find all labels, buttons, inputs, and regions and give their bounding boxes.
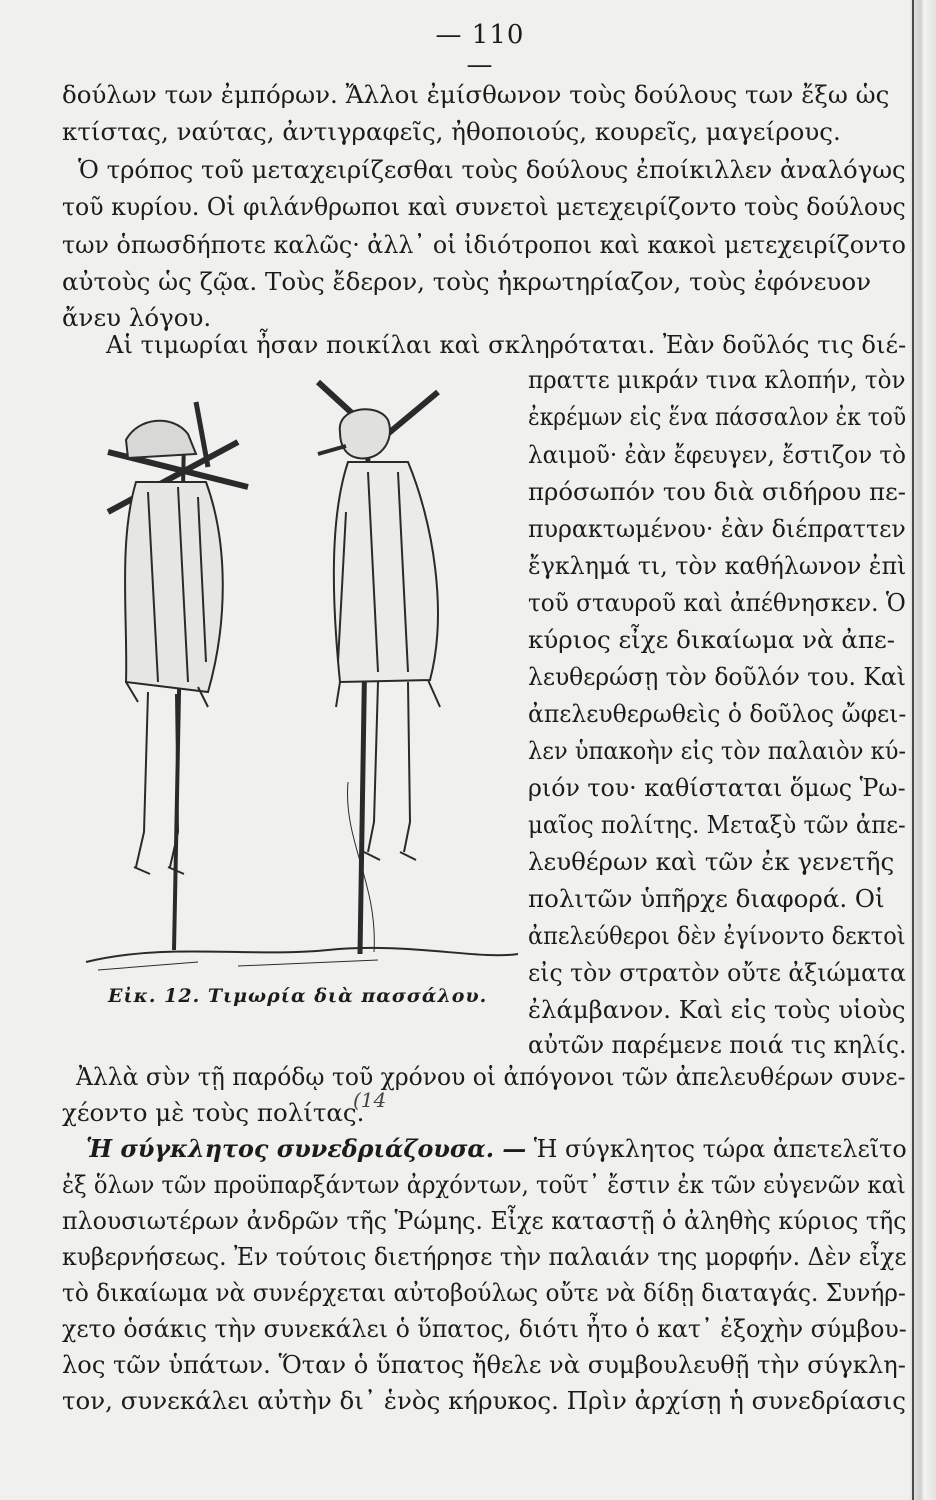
handwritten-margin-note: (14 (353, 1088, 387, 1112)
text-line: τὸ δικαίωμα νὰ συνέρχεται αὐτοβούλως οὔτε νὰ δίδῃ διαταγάς. Συνήρ- (62, 1278, 906, 1307)
text-line: εἰς τὸν στρατὸν οὔτε ἀξιώματα (528, 958, 906, 987)
text-line: πλουσιωτέρων ἀνδρῶν τῆς Ῥώμης. Εἶχε καταστῇ ὁ ἀληθὴς κύριος τῆς (62, 1206, 907, 1235)
text-line: ἄνευ λόγου. (62, 303, 212, 332)
text-line: πολιτῶν ὑπῆρχε διαφορά. Οἱ (528, 884, 885, 913)
text-line: αὐτῶν παρέμενε ποιά τις κηλίς. (528, 1030, 907, 1059)
text-line: κύριος εἶχε δικαίωμα νὰ ἀπε- (528, 625, 895, 654)
text-line: ἐλάμβανον. Καὶ εἰς τοὺς υἱοὺς (528, 995, 906, 1024)
text-line: τοῦ σταυροῦ καὶ ἀπέθνησκεν. Ὁ (528, 588, 906, 617)
text-line: δούλων των ἐμπόρων. Ἄλλοι ἐμίσθωνον τοὺς δούλους των ἔξω ὡς (62, 80, 890, 109)
text-line: λαιμοῦ· ἐὰν ἔφευγεν, ἔστιζον τὸ (528, 440, 906, 469)
text-line: ἔγκλημά τι, τὸν καθήλωνον ἐπὶ (528, 551, 907, 580)
text-line: Ὁ τρόπος τοῦ μεταχειρίζεσθαι τοὺς δούλους ἐποίκιλλεν ἀναλόγως (78, 155, 906, 184)
text-line: λευθέρων καὶ τῶν ἐκ γενετῆς (528, 847, 895, 876)
text-line: πρόσωπόν του διὰ σιδήρου πε- (528, 477, 906, 506)
text-line: χετο ὁσάκις τὴν συνεκάλει ὁ ὕπατος, διότι ἦτο ὁ κατ᾽ ἐξοχὴν σύμβου- (62, 1314, 907, 1343)
text-line: Αἱ τιμωρίαι ἦσαν ποικίλαι καὶ σκληρόταται. Ἐὰν δοῦλός τις διέ- (106, 330, 907, 359)
section-heading-line (86, 1134, 907, 1164)
text-line: τοῦ κυρίου. Οἱ φιλάνθρωποι καὶ συνετοὶ μετεχειρίζοντο τοὺς δούλους (62, 192, 906, 221)
text-line: κτίστας, ναύτας, ἀντιγραφεῖς, ἠθοποιούς, κουρεῖς, μαγείρους. (62, 117, 841, 146)
text-line: λεν ὑπακοὴν εἰς τὸν παλαιὸν κύ- (528, 736, 907, 765)
text-line: πραττε μικράν τινα κλοπήν, τὸν (528, 365, 906, 394)
text-line: ἐξ ὅλων τῶν προϋπαρξάντων ἀρχόντων, τοῦτ᾽ ἔστιν ἐκ τῶν εὐγενῶν καὶ (62, 1170, 906, 1199)
text-line: των ὁπωσδήποτε καλῶς· ἀλλ᾽ οἱ ἰδιότροποι καὶ κακοὶ μετεχειρίζοντο (62, 230, 906, 259)
text-line: ἐκρέμων εἰς ἕνα πάσσαλον ἐκ τοῦ (528, 402, 907, 431)
text-line: ἀπελεύθεροι δὲν ἐγίνοντο δεκτοὶ (528, 921, 906, 950)
figure-caption: Εἰκ. 12. Τιμωρία διὰ πασσάλου. (108, 985, 488, 1007)
text-line: χέοντο μὲ τοὺς πολίτας. (62, 1098, 365, 1127)
page-number: — 110 — (435, 20, 525, 80)
binding-line (912, 0, 914, 1500)
text-line: τον, συνεκάλει αὐτὴν δι᾽ ἑνὸς κήρυκος. Πρὶν ἀρχίσῃ ἡ συνεδρίασις (62, 1386, 906, 1415)
text-line: αὐτοὺς ὡς ζῷα. Τοὺς ἔδερον, τοὺς ἠκρωτηρίαζον, τοὺς ἐφόνευον (62, 267, 871, 296)
section-heading: Ἡ σύγκλητος συνεδριάζουσα. — (86, 1134, 527, 1163)
text-line: κυβερνήσεως. Ἐν τούτοις διετήρησε τὴν παλαιάν της μορφήν. Δὲν εἶχε (62, 1242, 907, 1271)
section-heading-continuation: Ἡ σύγκλητος τώρα ἀπετελεῖτο (533, 1134, 907, 1163)
text-line: ριόν του· καθίσταται ὅμως Ῥω- (528, 773, 906, 802)
text-line: μαῖος πολίτης. Μεταξὺ τῶν ἀπε- (528, 810, 906, 839)
text-line: λευθερώσῃ τὸν δοῦλόν του. Καὶ (528, 662, 906, 691)
impalement-illustration (78, 362, 526, 980)
text-line: Ἀλλὰ σὺν τῇ παρόδῳ τοῦ χρόνου οἱ ἀπόγονοι τῶν ἀπελευθέρων συνε- (76, 1062, 906, 1091)
text-line: λος τῶν ὑπάτων. Ὅταν ὁ ὕπατος ἤθελε νὰ συμβουλευθῇ τὴν σύγκλη- (62, 1350, 906, 1379)
text-line: πυρακτωμένου· ἐὰν διέπραττεν (528, 514, 906, 543)
text-line: ἀπελευθερωθεὶς ὁ δοῦλος ὤφει- (528, 699, 907, 728)
